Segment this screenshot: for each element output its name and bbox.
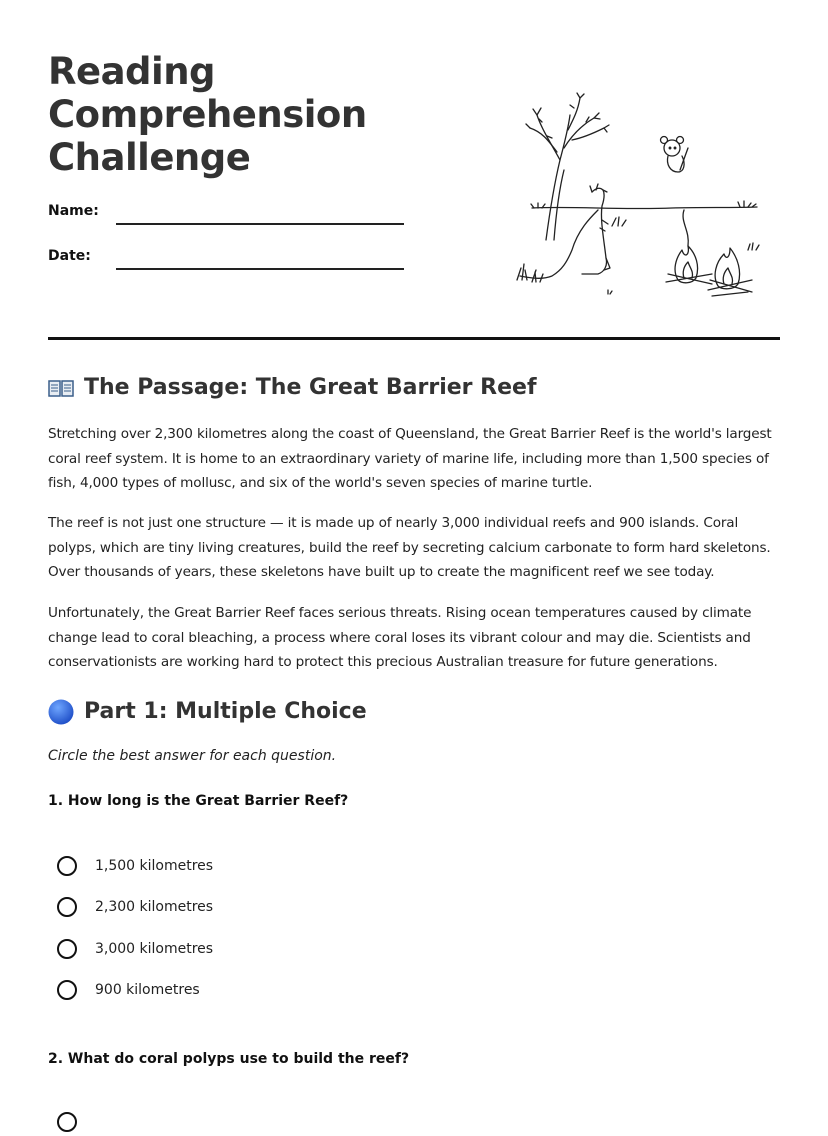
blue-circle-icon xyxy=(48,699,74,725)
answer-circle[interactable] xyxy=(57,939,77,959)
question-2-option-1[interactable] xyxy=(57,1112,357,1136)
answer-circle[interactable] xyxy=(57,856,77,876)
name-field[interactable] xyxy=(48,203,408,229)
answer-circle[interactable] xyxy=(57,897,77,917)
answer-circle[interactable] xyxy=(57,1112,77,1132)
question-1-option-2[interactable] xyxy=(57,897,357,921)
open-book-icon xyxy=(48,378,74,398)
question-2: 2. What do coral polyps use to build the reef? xyxy=(48,1051,410,1067)
answer-circle[interactable] xyxy=(57,980,77,1000)
part1-instructions: Circle the best answer for each question. xyxy=(48,748,337,764)
question-1-option-4[interactable] xyxy=(57,980,357,1004)
option-label: 3,000 kilometres xyxy=(95,941,214,957)
australian-bush-illustration xyxy=(512,90,770,306)
part1-heading xyxy=(48,699,367,725)
option-label: 2,300 kilometres xyxy=(95,899,214,915)
passage-heading xyxy=(48,375,537,400)
option-label: 1,500 kilometres xyxy=(95,858,214,874)
date-label: Date: xyxy=(48,248,91,264)
question-1-option-1[interactable] xyxy=(57,856,357,880)
passage-paragraph-3: Unfortunately, the Great Barrier Reef faces serious threats. Rising ocean temperatures caused by climate change lead to coral bleaching, a process where coral loses its vibrant colour and may die. Scientists and conservationists are working hard to protect this precious Australian treasure for future generations. xyxy=(48,605,752,671)
part1-heading-text: Part 1: Multiple Choice xyxy=(84,699,367,724)
option-label: 900 kilometres xyxy=(95,982,200,998)
header-divider xyxy=(48,337,780,340)
name-line[interactable] xyxy=(116,223,404,225)
date-line[interactable] xyxy=(116,268,404,270)
passage-paragraph-2: The reef is not just one structure — it is made up of nearly 3,000 individual reefs and 900 islands. Coral polyps, which are tiny living creatures, build the reef by secreting calcium carbonate to form hard skeletons. Over thousands of years, these skeletons have built up to create the magnificent reef we see today. xyxy=(48,515,771,581)
page-title: Reading Comprehension Challenge xyxy=(48,50,367,179)
passage-heading-text: The Passage: The Great Barrier Reef xyxy=(84,375,537,400)
question-1-option-3[interactable] xyxy=(57,939,357,963)
date-field[interactable] xyxy=(48,248,408,274)
passage-paragraph-1: Stretching over 2,300 kilometres along the coast of Queensland, the Great Barrier Reef is the world's largest coral reef system. It is home to an extraordinary variety of marine life, including more than 1,500 species of fish, 4,000 types of mollusc, and six of the world's seven species of marine turtle. xyxy=(48,426,772,492)
question-1: 1. How long is the Great Barrier Reef? xyxy=(48,793,349,809)
name-label: Name: xyxy=(48,203,99,219)
